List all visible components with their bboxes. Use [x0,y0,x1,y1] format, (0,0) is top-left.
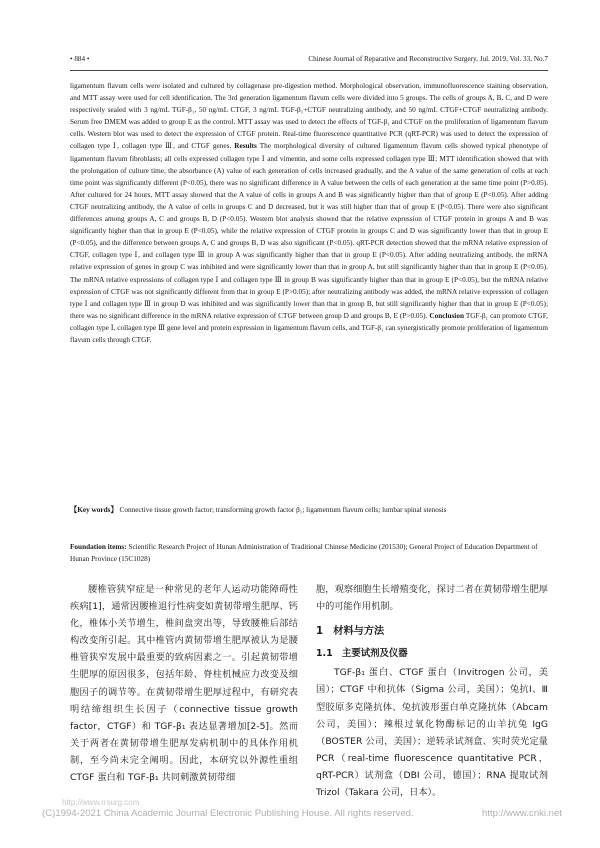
chinese-intro-paragraph: 腰椎管狭窄症是一种常见的老年人运动功能障碍性疾病[1]，通常因腰椎退行性病变如黄韧带增生肥厚、钙化，椎体小关节增生，椎间盘突出等，导致腰椎后部结构改变所引起。其中椎管内黄韧带增生肥厚被认为是腰椎管狭窄发展中最重要的致病因素之一。引起黄韧带增生肥厚的原因很多，包括年龄、脊柱机械应力改变及细胞因子的调节等。在黄韧带增生肥厚过程中，有研究表明结缔组织生长因子（connective tissue growth factor，CTGF）和 TGF-β₁ 表达显著增加[2-5]。然而关于两者在黄韧带增生肥厚发病机制中的具体作用机制，至今尚未完全阐明。因此，本研究以外源性重组 CTGF 蛋白和 TGF-β₁ 共同刺激黄韧带细 [70,584,298,784]
watermark-copyright: (C)1994-2021 China Academic Journal Electronic Publishing House. All rights reserved. [42,808,414,819]
foundation-text: Scientific Research Project of Hunan Administration of Traditional Chinese Medicine (201530); General Project of Education Department of Hunan Province (15C1028) [70,543,538,564]
header-rule [70,70,548,71]
results-label: Results [234,142,257,151]
keywords-text: Connective tissue growth factor; transforming growth factor β₁; ligamentum flavum cells; lumbar spinal stenosis [119,506,447,514]
chinese-right-column [316,581,548,801]
abstract-conclusion-text: TGF-β₁ can promote CTGF, collagen type Ⅰ, collagen type Ⅲ gene level and protein expression in ligamentum flavum cells, and TGF-β₁ can synergistically promote proliferation of ligamentum flavum cells through CTGF. [70,311,548,344]
keywords [70,504,548,516]
abstract-methods-text: ligamentum flavum cells were isolated and cultured by collagenase pre-digestion method. Morphological observation, immunofluorescence staining observation, and MTT assay were used for cell identification. The 3rd generation ligamentum flavum cells were divided into 5 groups. The cells of groups A, B, C, and D were respectively sealed with 3 ng/mL TGF-β₁, 50 ng/mL CTGF, 3 ng/mL TGF-β₁+CTGF neutralizing antibody, and 50 ng/mL CTGF+CTGF neutralizing antibody. Serum free DMEM was added to group E as the control. MTT assay was used to detect the effects of TGF-β₁ and CTGF on the proliferation of ligamentum flavum cells. Western blot was used to detect the expression of CTGF protein. Real-time fluorescence quantitative PCR (qRT-PCR) was used to detect the expression of collagen type Ⅰ, collagen type Ⅲ, and CTGF genes. [70,82,548,151]
abstract-results-text: The morphological diversity of cultured ligamentum flavum cells showed typical phenotype of ligamentum flavum fibroblasts; all cells expressed collagen type Ⅰ and vimentin, and some cells expressed collagen type Ⅲ; MTT identification showed that with the prolongation of culture time, the absorbance (A) value of each generation of cells increased gradually, and the A value of the same generation of cells at each time point was significantly different (P<0.05), there was no significant difference in A value between the cells of each generation at the same time point (P>0.05). After cultured for 24 hours, MTT assay showed that the A value of cells in groups A and B was significantly higher than that of group E (P<0.05). After adding CTGF neutralizing antibody, the A value of cells in groups C and D decreased, but it was still higher than that of group E (P<0.05). There were also significant differences among groups A, C and groups B, D (P<0.05). Western blot analysis showed that the relative expression of CTGF protein in groups A and B was significantly higher than that in group E (P<0.05), while the relative expression of CTGF protein in groups C and D was significantly lower than that in group E (P<0.05), and the difference between groups A, C and groups B, D was also significant (P<0.05). qRT-PCR detection showed that the mRNA relative expression of CTGF, collagen type Ⅰ, and collagen type Ⅲ in group A was significantly higher than that in group E (P<0.05). After adding neutralizing antibody, the mRNA relative expression of genes in group C was inhibited and were significantly lower than that in group A, but still significantly higher than that in group E (P<0.05). The mRNA relative expressions of collagen type Ⅰ and collagen type Ⅲ in group B was significantly higher than that in group E (P<0.05), but the mRNA relative expression of CTGF was not significantly different from that in group E (P>0.05); after neutralizing antibody was added, the mRNA relative expression of collagen type Ⅰ and collagen type Ⅲ in group D was inhibited and was significantly lower than that in group B, but still significantly higher than that in group E (P<0.05); there was no significant difference in the mRNA relative expression of CTGF between group D and groups B, E (P>0.05). [70,142,548,320]
subsection-heading: 1.1 主要试剂及仪器 [316,648,408,660]
intro-continuation: 胞，观察细胞生长增殖变化，探讨二者在黄韧带增生肥厚中的可能作用机制。 [316,584,548,613]
journal-title: Chinese Journal of Reparative and Reconstructive Surgery, Jul. 2019, Vol. 33, No.7 [308,55,548,63]
section-heading: 1 材料与方法 [316,626,385,638]
running-header [70,55,548,67]
foundation-label: Foundation items: [70,543,127,551]
reagents-paragraph: TGF-β₁ 蛋白、CTGF 蛋白（Invitrogen 公司，美国）；CTGF 中和抗体（Sigma 公司，美国）；兔抗Ⅰ、Ⅲ型胶原多克隆抗体、兔抗波形蛋白单克隆抗体（Abcam 公司，美国）；辣根过氧化物酶标记的山羊抗兔 IgG（BOSTER 公司，美国）；逆转录试剂盒、实时荧光定量 PCR（real-time fluorescence quantitative PCR，qRT-PCR）试剂盒（DBI 公司，德国）；RNA 提取试剂 Trizol（Takara 公司，日本）。 [316,667,548,799]
keywords-label: 【Key words】 [70,506,118,514]
watermark-cnki-link: http://www.cnki.net [482,808,562,819]
page-number: • 884 • [70,55,90,63]
foundation-items [70,541,548,565]
watermark-url: http://www.rrsurg.com [62,798,140,807]
conclusion-label: Conclusion [429,311,464,320]
english-abstract [70,80,548,346]
